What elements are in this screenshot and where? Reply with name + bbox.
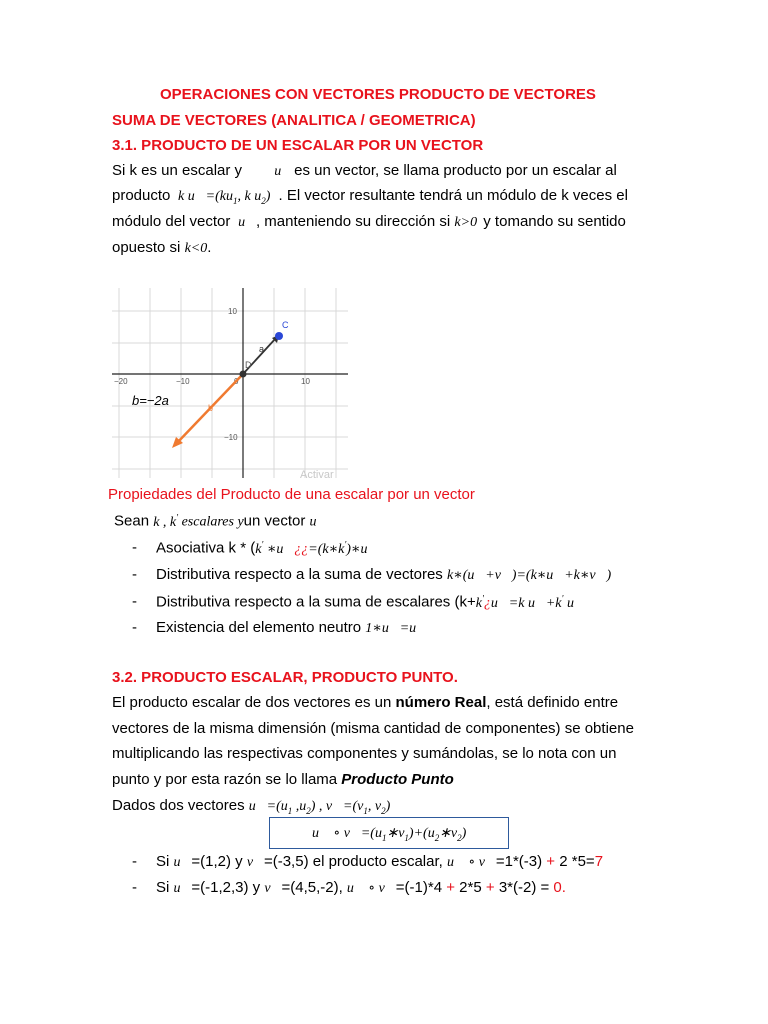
para-line-4: opuesto si k<0.: [112, 239, 212, 256]
tick-x-2: −10: [176, 377, 190, 386]
para-line-3: módulo del vector u⃗, manteniendo su dirección si k>0 y tomando su sentido: [112, 213, 626, 230]
grid: [112, 288, 348, 478]
s32-line-2: vectores de la misma dimensión (misma cantidad de componentes) se obtiene: [112, 720, 634, 737]
graph-formula: b=−2a: [132, 393, 169, 408]
tick-x-4: 10: [301, 377, 310, 386]
tick-y-2: −10: [224, 433, 238, 442]
label-d: D: [245, 360, 252, 370]
label-b: b: [208, 403, 214, 413]
vector-graph: [112, 288, 348, 478]
para-line-2: producto k $u⃗=(ku_1$, k $u_2$) . El vector resultante tendrá un módulo de k veces el: [112, 187, 628, 206]
point-c: [275, 332, 283, 340]
point-d: [240, 371, 247, 378]
dot-product-formula: u⃗ ∘ $v⃗=(u_1∗v_1)+(u_2∗v_2)$: [312, 826, 467, 843]
subtitle: SUMA DE VECTORES (ANALITICA / GEOMETRICA): [112, 112, 476, 129]
properties-heading: Propiedades del Producto de una escalar por un vector: [108, 486, 475, 503]
s32-line-4: punto y por esta razón se lo llama Producto Punto: [112, 771, 454, 788]
watermark: Activar: [300, 469, 334, 478]
section-31-heading: 3.1. PRODUCTO DE UN ESCALAR POR UN VECTOR: [112, 137, 484, 154]
tick-x-1: −20: [114, 377, 128, 386]
sean-line: Sean k , k' escalares yun vector u⃗: [114, 512, 328, 530]
label-c: C: [282, 320, 289, 330]
tick-y-1: 10: [228, 307, 237, 316]
section-32-heading: 3.2. PRODUCTO ESCALAR, PRODUCTO PUNTO.: [112, 669, 458, 686]
s32-line-1: El producto escalar de dos vectores es un número Real, está definido entre: [112, 694, 619, 711]
label-a: a: [259, 344, 265, 354]
dados-line: Dados dos vectores $u⃗=(u_1$ $,u_2$) , $v⃗=(v_1$, $v_2$): [112, 797, 391, 816]
dot-product-formula-box: [269, 817, 509, 849]
s32-line-3: multiplicando las respectivas componentes y sumándolas, se lo nota con un: [112, 745, 617, 762]
para-line-1: Si k es un escalar y u⃗ es un vector, se llama producto por un escalar al: [112, 162, 617, 179]
document-title: OPERACIONES CON VECTORES PRODUCTO DE VECTORES: [160, 86, 596, 103]
